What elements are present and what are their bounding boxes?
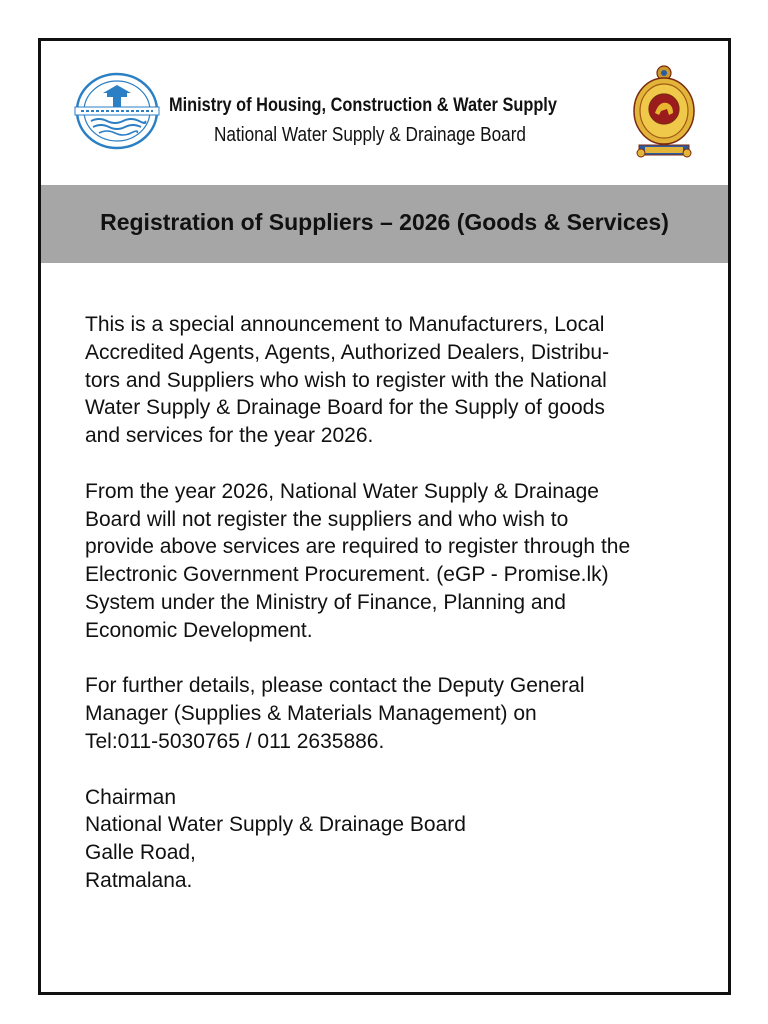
- text-line: For further details, please contact the Deputy General: [85, 674, 585, 698]
- ministry-name: Ministry of Housing, Construction & Water Supply: [169, 95, 557, 116]
- notice-title: Registration of Suppliers – 2026 (Goods & Services): [100, 209, 669, 235]
- notice-header: [41, 41, 728, 185]
- signature-city: Ratmalana.: [85, 868, 193, 892]
- text-line: tors and Suppliers who wish to register with the National: [85, 368, 607, 392]
- text-line: Tel:011-5030765 / 011 2635886.: [85, 729, 385, 753]
- signature-address: Galle Road,: [85, 841, 196, 865]
- text-line: Accredited Agents, Agents, Authorized Dealers, Distribu-: [85, 340, 610, 364]
- text-line: Board will not register the suppliers and who wish to: [85, 507, 569, 531]
- notice-frame: [38, 38, 731, 995]
- signature-title: Chairman: [85, 785, 177, 809]
- notice-body: [85, 311, 685, 923]
- signature-organization: National Water Supply & Drainage Board: [85, 813, 466, 837]
- paragraph-registration: [85, 478, 685, 645]
- board-name: National Water Supply & Drainage Board: [214, 124, 527, 146]
- paragraph-announcement: [85, 311, 685, 450]
- text-line: provide above services are required to register through the: [85, 535, 631, 559]
- text-line: Manager (Supplies & Materials Management) on: [85, 702, 537, 726]
- paragraph-contact: [85, 672, 685, 755]
- sri-lanka-emblem-icon: [631, 63, 697, 159]
- text-line: System under the Ministry of Finance, Planning and: [85, 590, 566, 614]
- text-line: and services for the year 2026.: [85, 424, 374, 448]
- signature-block: [85, 784, 685, 895]
- text-line: This is a special announcement to Manufacturers, Local: [85, 313, 605, 336]
- nwsdb-logo-icon: [73, 71, 161, 151]
- text-line: Economic Development.: [85, 618, 313, 642]
- text-line: From the year 2026, National Water Supply & Drainage: [85, 479, 599, 503]
- text-line: Electronic Government Procurement. (eGP - Promise.lk): [85, 563, 609, 587]
- title-banner: [41, 185, 728, 263]
- text-line: Water Supply & Drainage Board for the Supply of goods: [85, 396, 605, 420]
